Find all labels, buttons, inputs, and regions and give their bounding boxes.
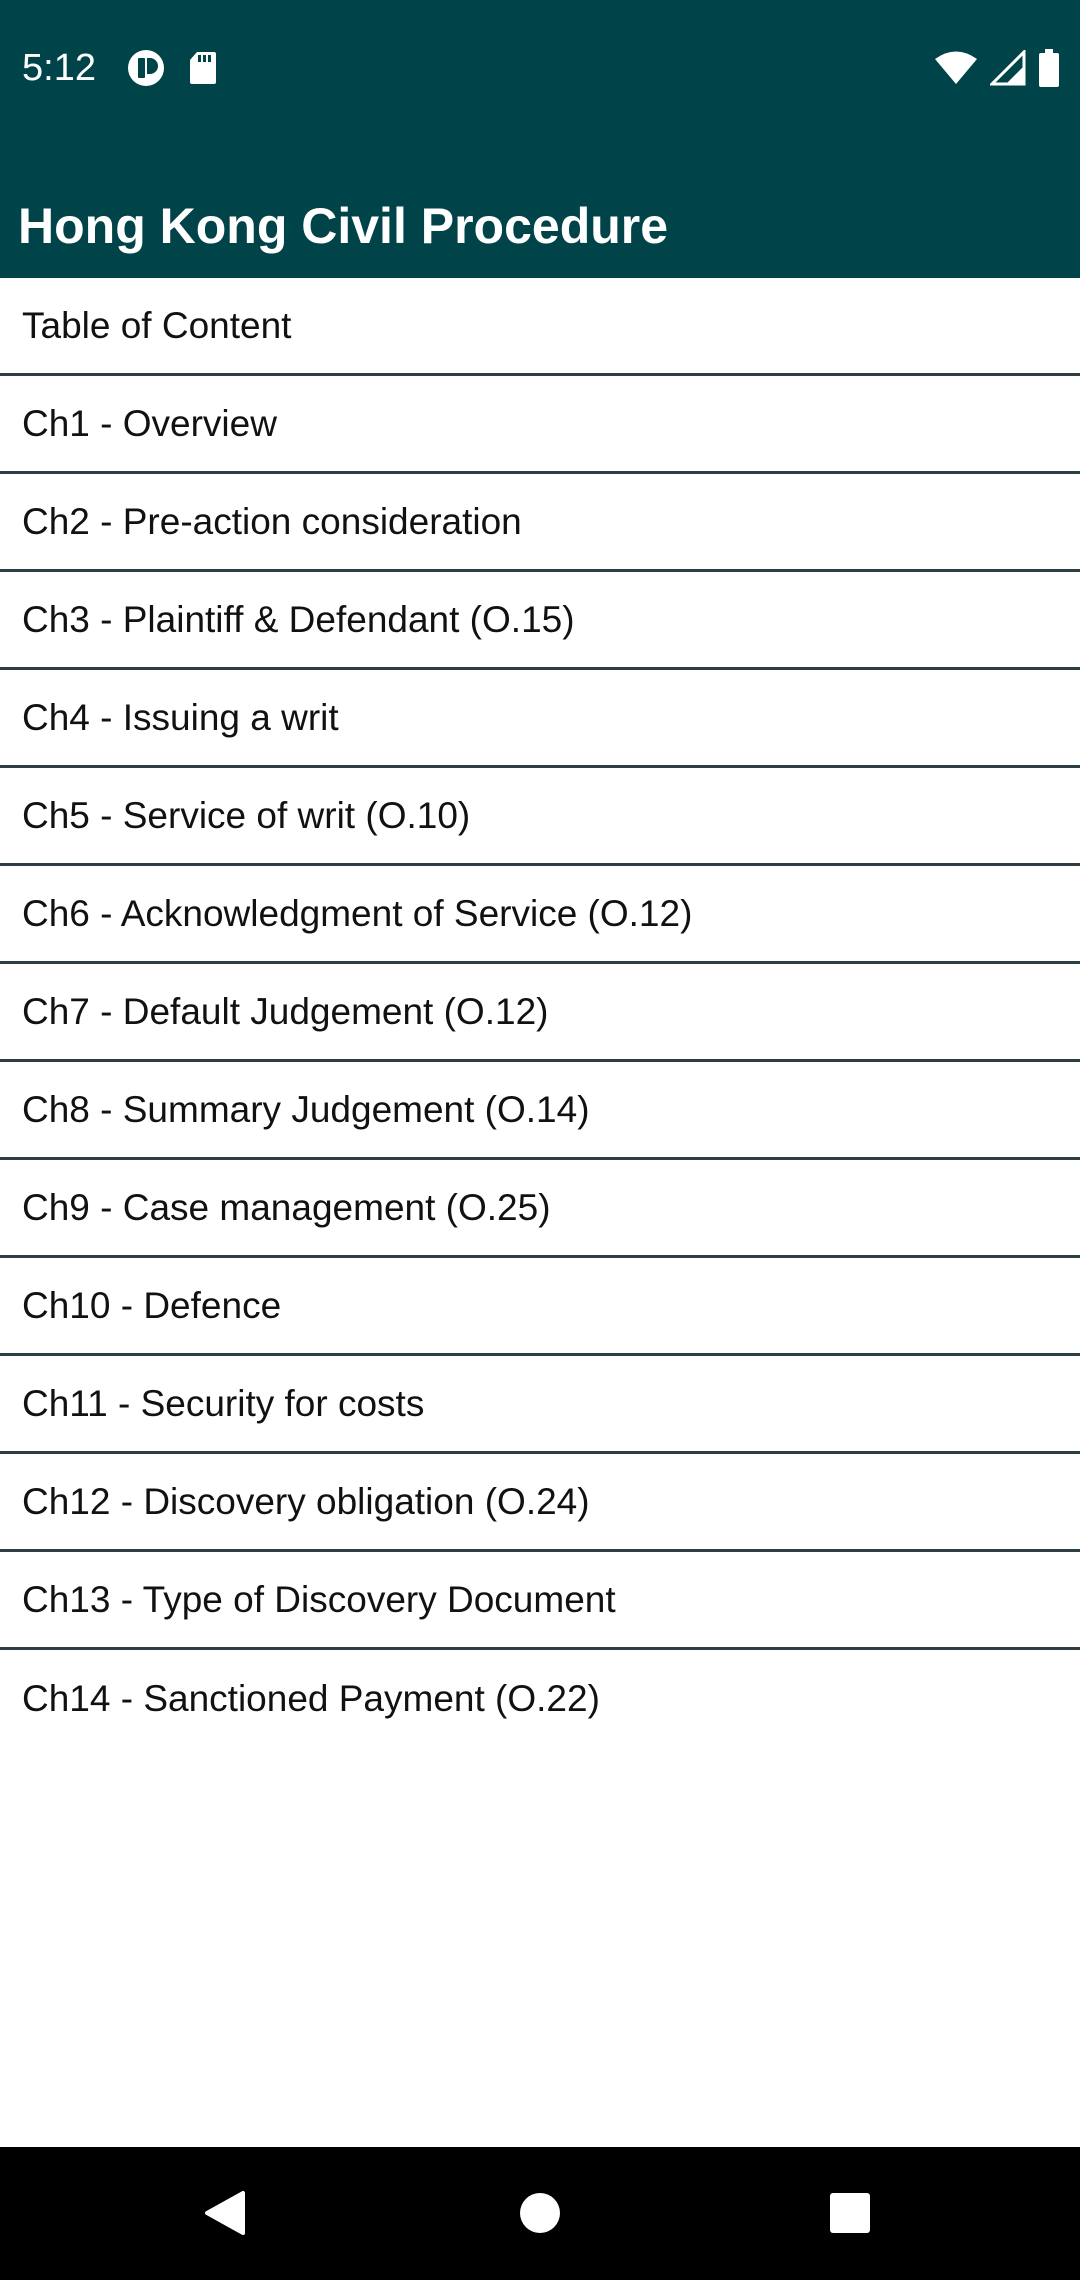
list-item-label: Table of Content (22, 304, 292, 346)
list-item-ch10[interactable] (0, 1258, 1080, 1356)
list-item-label: Ch1 - Overview (22, 402, 277, 444)
status-right-icons (934, 48, 1060, 88)
list-item-label: Ch13 - Type of Discovery Document (22, 1578, 616, 1620)
list-item-ch12[interactable] (0, 1454, 1080, 1552)
cellular-signal-icon (990, 50, 1026, 86)
list-item-ch13[interactable] (0, 1552, 1080, 1650)
list-item-label: Ch7 - Default Judgement (O.12) (22, 990, 549, 1032)
list-item-ch9[interactable] (0, 1160, 1080, 1258)
battery-icon (1038, 49, 1060, 87)
list-item-ch4[interactable] (0, 670, 1080, 768)
list-item-label: Ch6 - Acknowledgment of Service (O.12) (22, 892, 693, 934)
navigation-bar (0, 2147, 1080, 2280)
list-item-ch3[interactable] (0, 572, 1080, 670)
app-notification-icon (126, 48, 166, 88)
list-item-label: Ch10 - Defence (22, 1284, 282, 1326)
toc-list (0, 278, 1080, 1748)
list-item-ch7[interactable] (0, 964, 1080, 1062)
list-item-ch1[interactable] (0, 376, 1080, 474)
list-item-ch2[interactable] (0, 474, 1080, 572)
app-title: Hong Kong Civil Procedure (18, 198, 669, 254)
list-item-ch5[interactable] (0, 768, 1080, 866)
list-item-ch11[interactable] (0, 1356, 1080, 1454)
list-item-label: Ch9 - Case management (O.25) (22, 1186, 551, 1228)
list-item-table-of-content[interactable] (0, 278, 1080, 376)
list-item-ch6[interactable] (0, 866, 1080, 964)
list-item-ch8[interactable] (0, 1062, 1080, 1160)
list-item-ch14[interactable] (0, 1650, 1080, 1748)
list-item-label: Ch11 - Security for costs (22, 1382, 425, 1424)
status-time: 5:12 (22, 47, 96, 89)
list-item-label: Ch5 - Service of writ (O.10) (22, 794, 471, 836)
list-item-label: Ch3 - Plaintiff & Defendant (O.15) (22, 598, 575, 640)
back-icon[interactable] (185, 2173, 265, 2253)
list-item-label: Ch2 - Pre-action consideration (22, 500, 522, 542)
list-item-label: Ch14 - Sanctioned Payment (O.22) (22, 1678, 600, 1719)
home-icon[interactable] (500, 2173, 580, 2253)
status-bar (0, 0, 1080, 130)
list-item-label: Ch8 - Summary Judgement (O.14) (22, 1088, 590, 1130)
app-bar (0, 130, 1080, 278)
sd-card-icon (188, 50, 218, 86)
recents-icon[interactable] (810, 2173, 890, 2253)
wifi-icon (934, 50, 978, 86)
status-left-icons (126, 48, 218, 88)
list-item-label: Ch12 - Discovery obligation (O.24) (22, 1480, 590, 1522)
list-item-label: Ch4 - Issuing a writ (22, 696, 339, 738)
